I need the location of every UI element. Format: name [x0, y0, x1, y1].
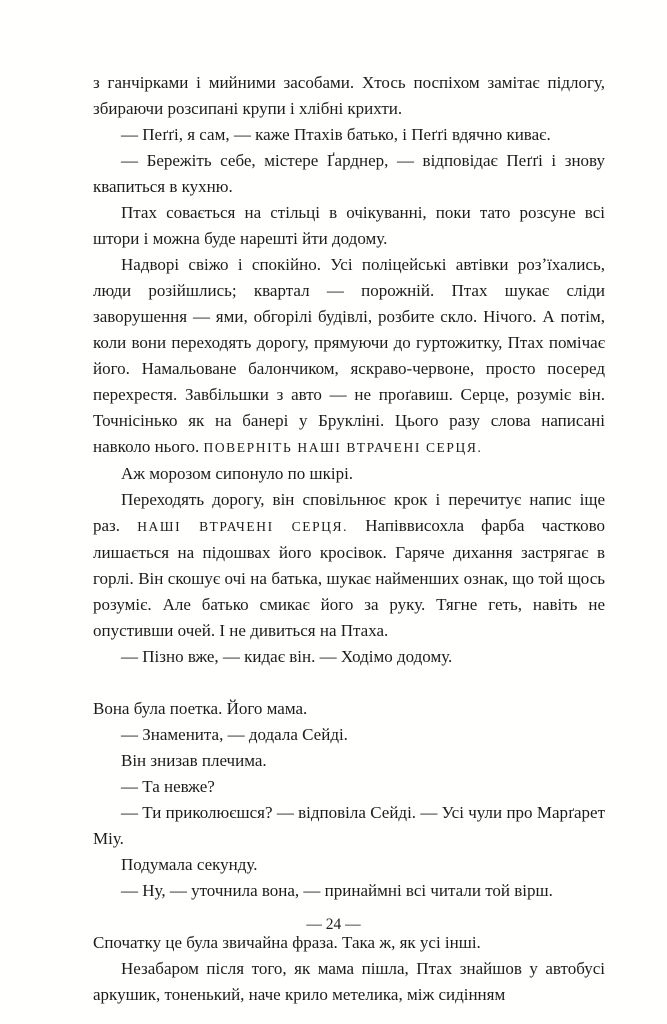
smallcaps-phrase: НАШІ ВТРАЧЕНІ СЕРЦЯ.: [137, 519, 349, 534]
text-run: — Пізно вже, — кидає він. — Ходімо додому.: [121, 647, 453, 666]
paragraph: [93, 70, 605, 122]
paragraph: [93, 878, 605, 904]
page-number: — 24 —: [306, 916, 361, 933]
text-run: — Ти приколюєшся? — відповіла Сейді. — Усі чули про Марґарет Міу.: [93, 803, 605, 848]
paragraph: [93, 122, 605, 148]
text-run: — Знаменита, — додала Сейді.: [121, 725, 348, 744]
paragraph: [93, 200, 605, 252]
text-run: Переходять дорогу, він сповільнює крок і перечитує напис іще раз.: [93, 490, 605, 535]
text-run: Аж морозом сипонуло по шкірі.: [121, 464, 354, 483]
text-run: — Пеґґі, я сам, — каже Птахів батько, і Пеґґі вдячно киває.: [121, 125, 551, 144]
text-run: Напіввисохла фарба частково лишається на підошвах його кросівок. Гаряче дихання застрягає в горлі. Він скошує очі на батька, шукає найменших ознак, що той щось розуміє. Але батько смикає його за руку. Тягне геть, навіть не опустивши очей. І не дивиться на Птаха.: [93, 516, 605, 640]
text-run: Вона була поетка. Його мама.: [93, 699, 308, 718]
page-text: [93, 70, 605, 1008]
paragraph: [93, 696, 605, 722]
smallcaps-phrase: ПОВЕРНІТЬ НАШІ ВТРАЧЕНІ СЕРЦЯ.: [203, 440, 483, 455]
text-run: Подумала секунду.: [121, 855, 258, 874]
paragraph: [93, 148, 605, 200]
paragraph: [93, 774, 605, 800]
paragraph: [93, 487, 605, 644]
paragraph: [93, 722, 605, 748]
text-run: Незабаром після того, як мама пішла, Птах знайшов у автобусі аркушик, тоненький, наче крило метелика, між сидінням: [93, 959, 605, 1004]
text-run: — Та невже?: [121, 777, 215, 796]
text-run: Надворі свіжо і спокійно. Усі поліцейські автівки розʼїхались, люди розійшлись; квартал — порожній. Птах шукає сліди заворушення — ями, обгорілі будівлі, розбите скло. Нічого. А потім, коли вони переходять дорогу, прямуючи до гуртожитку, Птах помічає його. Намальоване балончиком, яскраво-червоне, просто посеред перехрестя. Завбільшки з авто — не проґавиш. Серце, розуміє він. Точнісінько як на банері у Брукліні. Цього разу слова написані навколо нього.: [93, 255, 605, 456]
paragraph: [93, 461, 605, 487]
paragraph: [93, 644, 605, 670]
paragraph: [93, 956, 605, 1008]
text-run: Спочатку це була звичайна фраза. Така ж, як усі інші.: [93, 933, 481, 952]
paragraph: [93, 852, 605, 878]
text-run: Він знизав плечима.: [121, 751, 267, 770]
text-run: Птах совається на стільці в очікуванні, поки тато розсуне всі штори і можна буде нарешті йти додому.: [93, 203, 605, 248]
text-run: — Бережіть себе, містере Ґарднер, — відповідає Пеґґі і знову квапиться в кухню.: [93, 151, 605, 196]
paragraph: [93, 800, 605, 852]
text-run: з ганчірками і мийними засобами. Хтось поспіхом замітає підлогу, збираючи розсипані крупи і хлібні крихти.: [93, 73, 605, 118]
paragraph: [93, 748, 605, 774]
paragraph: [93, 252, 605, 461]
text-run: — Ну, — уточнила вона, — принаймні всі читали той вірш.: [121, 881, 553, 900]
